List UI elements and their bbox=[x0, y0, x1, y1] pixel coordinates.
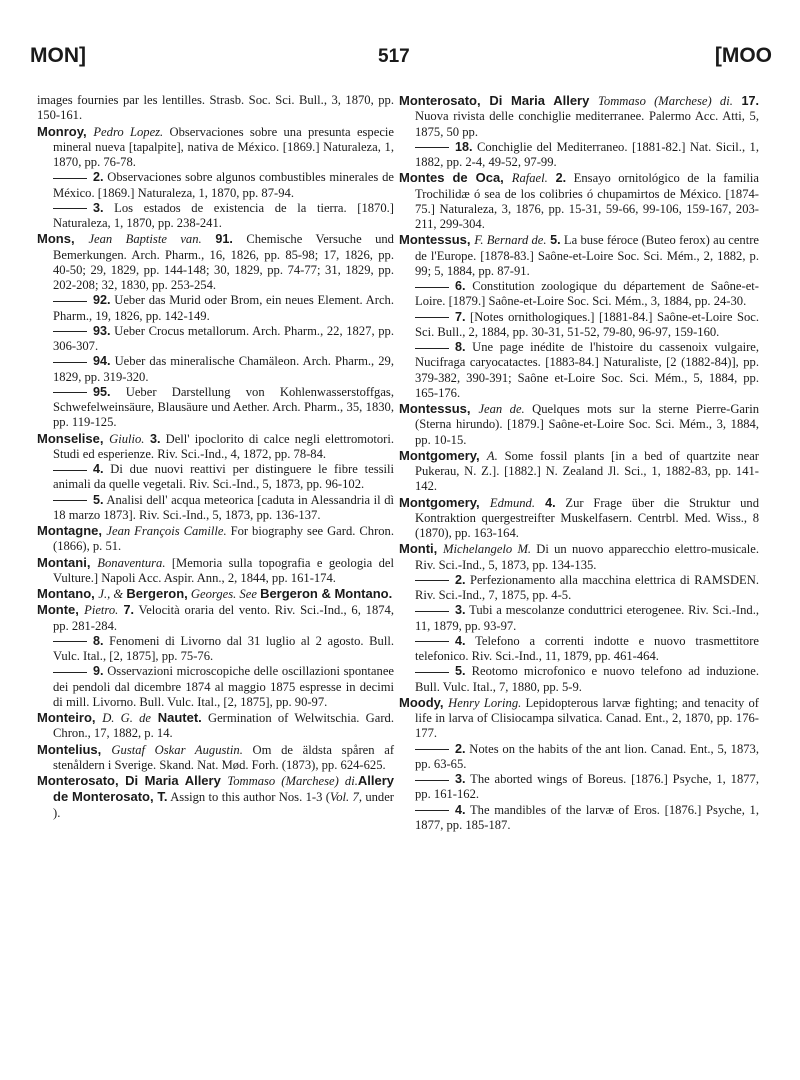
entry-text: Analisi dell' acqua meteorica [caduta in Alessandria il dì 18 marzo 1873]. Riv. Sci.-Ind., 5, 1873, pp. 136-137. bbox=[53, 492, 394, 522]
catalog-entry bbox=[399, 541, 759, 573]
author-name: Montgomery, bbox=[399, 494, 490, 510]
entry-text: Observaciones sobre una presunta especie mineral nueva [tapalpite], nativa de México. [1869.] Naturaleza, 1, 1870, pp. 76-78. bbox=[53, 124, 394, 169]
entry-text: Ueber das Murid oder Brom, ein neues Element. Arch. Pharm., 19, 1826, pp. 142-149. bbox=[53, 293, 394, 323]
catalog-subentry bbox=[37, 664, 394, 710]
entry-number: 92. bbox=[93, 293, 111, 308]
author-name: Monterosato, Di Maria Allery bbox=[37, 773, 228, 788]
author-name: Nautet. bbox=[151, 710, 202, 725]
entry-number: 4. bbox=[535, 495, 556, 510]
author-name: Montgomery, bbox=[399, 447, 487, 463]
entry-text: Telefono a correnti indotte e nuovo trasmettitore telefonico. Riv. Sci.-Ind., 11, 1879, pp. 461-464. bbox=[415, 633, 759, 663]
author-name: Montelius, bbox=[37, 741, 112, 757]
catalog-entry bbox=[37, 431, 394, 463]
catalog-entry bbox=[37, 773, 394, 821]
catalog-subentry bbox=[399, 803, 759, 834]
author-given-name: Tommaso (Marchese) di. bbox=[227, 774, 358, 788]
catalog-entry bbox=[37, 586, 394, 602]
entry-number: 6. bbox=[455, 279, 466, 293]
entry-text: Tubi a mescolanze conduttrici eterogenee. Riv. Sci.-Ind., 11, 1879, pp. 93-97. bbox=[415, 603, 759, 633]
catalog-entry bbox=[37, 602, 394, 634]
catalog-subentry bbox=[399, 340, 759, 401]
entry-number: 3. bbox=[455, 603, 466, 618]
catalog-entry bbox=[37, 231, 394, 293]
catalog-entry bbox=[37, 555, 394, 587]
entry-text: Los estados de existencia de la tierra. [1870.] Naturaleza, 1, 1870, pp. 238-241. bbox=[53, 200, 394, 230]
entry-text: ). bbox=[53, 805, 61, 820]
catalog-entry bbox=[399, 495, 759, 542]
catalog-subentry bbox=[37, 324, 394, 355]
catalog-entry bbox=[37, 124, 394, 171]
entry-number: 3. bbox=[93, 200, 104, 215]
entry-number: 8. bbox=[455, 340, 466, 354]
entry-text: [Notes ornithologiques.] [1881-84.] Saône-et-Loire Soc. Sci. Bull., 2, 1884, pp. 30-31, 51-52, 79-80, 96-97, 159-160. bbox=[415, 309, 759, 339]
catalog-subentry bbox=[37, 293, 394, 324]
author-given-name: J., & bbox=[98, 587, 127, 601]
entry-text: Nuova rivista delle conchiglie mediterranee. Palermo Acc. Atti, 5, 1875, 50 pp. bbox=[415, 109, 759, 139]
entry-text: Ueber Darstellung von Kohlenwasserstoffgas, Schwefelweinsäure, Blausäure und Aether. Arch. Pharm., 35, 1830, pp. 119-125. bbox=[53, 384, 394, 430]
entry-text: The mandibles of the larvæ of Eros. [1876.] Psyche, 1, 1877, pp. 185-187. bbox=[415, 802, 759, 832]
author-name: Allery de Monterosato, T. bbox=[53, 773, 394, 805]
author-name: Montani, bbox=[37, 554, 98, 570]
running-header bbox=[30, 44, 772, 84]
entry-text: [Memoria sulla topografia e geologia del Vulture.] Napoli Acc. Aspir. Ann., 2, 1844, pp. 161-174. bbox=[53, 555, 394, 585]
entry-text: Om de äldsta spåren af stenåldern i Sverige. Skand. Nat. Mød. Forh. (1873), pp. 624-625. bbox=[53, 742, 395, 772]
entry-text: Ensayo ornitológico de la familia Trochilidæ ó sea de los colibries ó chupamirtos de México. [1874-75.] Naturaleza, 3, 1876, pp. 15-31, 59-66, 99-106, 159-167, 203-211, 299-304. bbox=[415, 171, 759, 231]
entry-text: Lepidopterous larvæ fighting; and tenacity of life in larva of Clisiocampa silvatica. Canad. Ent., 2, 1870, pp. 176-177. bbox=[415, 695, 759, 741]
entry-number: 9. bbox=[93, 664, 104, 679]
author-name: Monti, bbox=[399, 541, 443, 557]
author-name: Montano, bbox=[37, 586, 99, 601]
entry-text: Notes on the habits of the ant lion. Canad. Ent., 5, 1873, pp. 63-65. bbox=[415, 741, 759, 771]
author-given-name: Bonaventura. bbox=[97, 555, 166, 570]
catalog-subentry bbox=[399, 140, 759, 171]
catalog-entry bbox=[399, 170, 759, 232]
entry-number: 2. bbox=[455, 572, 466, 587]
entry-text: Observaciones sobre algunos combustibles minerales de México. [1869.] Naturaleza, 1, 1870, pp. 87-94. bbox=[53, 170, 394, 200]
author-name: Montagne, bbox=[37, 523, 107, 538]
entry-text: For biography see Gard. Chron. (1866), p. 51. bbox=[53, 524, 395, 554]
author-name: Monteiro, bbox=[37, 710, 103, 725]
author-given-name: Jean Baptiste van. bbox=[88, 232, 202, 247]
entry-text: Zur Frage über die Struktur und Kontraktion quergestreifter Muskelfasern. Centrbl. Med. Wiss., 8 (1870), pp. 163-164. bbox=[415, 495, 759, 540]
catalog-entry bbox=[37, 742, 394, 774]
author-given-name: Henry Loring. bbox=[448, 695, 522, 710]
author-given-name: Tommaso (Marchese) di. bbox=[598, 94, 733, 108]
entry-number: 5. bbox=[455, 664, 466, 679]
catalog-entry bbox=[399, 232, 759, 279]
catalog-subentry bbox=[399, 310, 759, 341]
catalog-subentry bbox=[37, 385, 394, 431]
cross-reference: Bergeron & Montano. bbox=[260, 586, 393, 601]
author-name: Montessus, bbox=[399, 232, 475, 248]
entry-text: under bbox=[361, 790, 394, 805]
catalog-subentry bbox=[37, 201, 394, 232]
author-given-name: Edmund. bbox=[489, 495, 535, 510]
catalog-subentry bbox=[399, 634, 759, 665]
entry-number: 4. bbox=[455, 633, 466, 648]
page-number: 517 bbox=[378, 46, 410, 67]
entry-text: Di due nuovi reattivi per distinguere le fibre tessili animali da quelle vegetali. Riv. Sci.-Ind., 5, 1873, pp. 96-102. bbox=[53, 462, 394, 492]
entry-text: Some fossil plants [in a bed of quartzite near Pukerau, N. Z.]. [1882.] N. Zealand Jl. Sci., 1, 1882-83, pp. 141-142. bbox=[415, 448, 760, 494]
entry-text: Dell' ipoclorito di calce negli elettromotori. Studi ed esperienze. Riv. Sci.-Ind., 4, 1872, pp. 78-84. bbox=[53, 431, 395, 461]
author-name: Montessus, bbox=[399, 401, 479, 416]
author-name: Monte, bbox=[37, 602, 85, 618]
author-name: Moody, bbox=[399, 694, 449, 710]
author-given-name: Michelangelo M. bbox=[442, 542, 532, 557]
entry-number: 4. bbox=[93, 462, 104, 476]
author-given-name: Pedro Lopez. bbox=[93, 124, 164, 139]
author-name: Montes de Oca, bbox=[399, 170, 512, 186]
entry-text: Fenomeni di Livorno dal 31 luglio al 2 agosto. Bull. Vulc. Ital., [2, 1875], pp. 75-76. bbox=[53, 633, 394, 663]
entry-text: Constitution zoologique du département de Saône-et-Loire. [1879.] Saône-et-Loire Soc. Sci. Mém., 3, 1884, pp. 24-30. bbox=[415, 279, 759, 309]
author-given-name: Pietro. bbox=[84, 603, 119, 618]
entry-number: 8. bbox=[93, 633, 104, 648]
entry-text: The aborted wings of Boreus. [1876.] Psyche, 1, 1877, pp. 161-162. bbox=[415, 772, 759, 802]
author-given-name: Georges. See bbox=[187, 587, 261, 601]
volume-ref: Vol. 7, bbox=[329, 790, 362, 805]
entry-text: Perfezionamento alla macchina elettrica di RAMSDEN. Riv. Sci.-Ind., 7, 1875, pp. 4-5. bbox=[415, 572, 759, 602]
entry-number: 2. bbox=[455, 741, 466, 756]
author-name: Monselise, bbox=[37, 430, 110, 446]
catalog-subentry bbox=[399, 279, 759, 310]
catalog-subentry bbox=[399, 573, 759, 604]
entry-text: Ueber Crocus metallorum. Arch. Pharm., 22, 1827, pp. 306-307. bbox=[53, 323, 394, 353]
author-given-name: A. bbox=[486, 448, 498, 463]
entry-number: 4. bbox=[455, 802, 466, 817]
author-given-name: Jean de. bbox=[478, 402, 525, 416]
entry-number: 91. bbox=[201, 232, 233, 247]
entry-text: Reotomo microfonico e nuovo telefono ad induzione. Bull. Vulc. Ital., 7, 1880, pp. 5-9. bbox=[415, 664, 759, 694]
entry-number: 94. bbox=[93, 354, 111, 369]
catalog-entry bbox=[399, 401, 759, 448]
entry-text: Germination of Welwitschia. Gard. Chron., 17, 1882, p. 14. bbox=[53, 711, 394, 741]
entry-text: Osservazioni microscopiche delle oscillazioni spontanee dei pendoli dal dicembre 1874 al maggio 1875 espresse in decimi di mill. Livorno. Bull. Vulc. Ital., [2, 1875], pp. 90-97. bbox=[53, 664, 394, 709]
author-name: Bergeron, bbox=[126, 586, 188, 601]
author-name: Monterosato, Di Maria Allery bbox=[399, 93, 599, 108]
entry-number: 5. bbox=[93, 492, 104, 507]
entry-text: Ueber das mineralische Chamäleon. Arch. Pharm., 29, 1829, pp. 319-320. bbox=[53, 354, 394, 384]
author-name: Monroy, bbox=[37, 123, 94, 139]
catalog-subentry bbox=[37, 634, 394, 665]
entry-text: Velocità oraria del vento. Riv. Sci.-Ind., 6, 1874, pp. 281-284. bbox=[53, 603, 394, 633]
catalog-subentry bbox=[399, 664, 759, 695]
header-left: MON] bbox=[30, 44, 86, 67]
entry-number: 7. bbox=[455, 309, 466, 324]
catalog-subentry bbox=[37, 354, 394, 385]
catalog-subentry bbox=[399, 772, 759, 803]
entry-number: 3. bbox=[455, 772, 466, 786]
left-column bbox=[37, 93, 394, 821]
catalog-subentry bbox=[399, 742, 759, 773]
entry-number: 7. bbox=[118, 603, 134, 618]
catalog-entry bbox=[399, 93, 759, 140]
catalog-subentry bbox=[399, 603, 759, 634]
entry-text: Quelques mots sur la sterne Pierre-Garin (Sterna hirundo). [1879.] Saône-et-Loire Soc. Sci. Mém., 3, 1884, pp. 10-15. bbox=[415, 402, 759, 447]
right-column bbox=[399, 93, 759, 833]
author-given-name: Gustaf Oskar Augustin. bbox=[111, 742, 243, 757]
entry-number: 93. bbox=[93, 323, 111, 338]
author-given-name: Giulio. bbox=[109, 431, 145, 446]
header-right: [MOO bbox=[714, 44, 772, 67]
entry-number: 5. bbox=[546, 233, 561, 248]
entry-text: Di un nuovo apparecchio elettro-musicale. Riv. Sci.-Ind., 5, 1873, pp. 134-135. bbox=[415, 542, 759, 572]
entry-number: 2. bbox=[93, 170, 104, 185]
entry-text: Une page inédite de l'histoire du cassenoix vulgaire, Nucifraga caryocatactes. [1883-84.] Naturaliste, [2 (1882-84)], pp. 379-382, 390-391; Saône et-Loire Soc. Sci. Mém., 5, 1884, pp. 165-176. bbox=[415, 340, 759, 400]
entry-number: 18. bbox=[455, 139, 473, 154]
entry-text: Assign to this author Nos. 1-3 ( bbox=[167, 790, 330, 805]
author-given-name: Rafael. bbox=[511, 171, 548, 186]
author-given-name: Jean François Camille. bbox=[106, 524, 227, 538]
entry-number: 95. bbox=[93, 384, 111, 399]
entry-number: 17. bbox=[732, 94, 759, 108]
author-name: Mons, bbox=[37, 231, 89, 247]
catalog-subentry bbox=[37, 493, 394, 524]
entry-text: Chemische Versuche und Bemerkungen. Arch. Pharm., 16, 1826, pp. 85-98; 17, 1826, pp. 40-50; 29, 1829, pp. 144-148; 30, 1829, pp. 74-77; 31, 1829, pp. 202-208; 32, 1830, pp. 253-254. bbox=[53, 232, 394, 292]
entry-number: 2. bbox=[547, 171, 567, 186]
catalog-subentry bbox=[37, 170, 394, 201]
entry-text: images fournies par les lentilles. Strasb. Soc. Sci. Bull., 3, 1870, pp. 150-161. bbox=[37, 93, 394, 123]
catalog-entry bbox=[37, 710, 394, 742]
catalog-subentry bbox=[37, 462, 394, 493]
catalog-entry bbox=[399, 448, 759, 495]
entry-text: La buse féroce (Buteo ferox) au centre de l'Europe. [1878-83.] Saône-et-Loire Soc. Sci. Mém., 2, 1882, p. 99; 5, 1884, pp. 87-91. bbox=[415, 233, 760, 278]
entry-continuation bbox=[37, 93, 394, 124]
catalog-entry bbox=[37, 523, 394, 555]
entry-number: 3. bbox=[144, 431, 161, 446]
catalog-entry bbox=[399, 695, 759, 742]
author-given-name: D. G. de bbox=[102, 711, 152, 725]
author-given-name: F. Bernard de. bbox=[474, 233, 547, 248]
entry-text: Conchiglie del Mediterraneo. [1881-82.] Nat. Sicil., 1, 1882, pp. 2-4, 49-52, 97-99. bbox=[415, 139, 759, 169]
